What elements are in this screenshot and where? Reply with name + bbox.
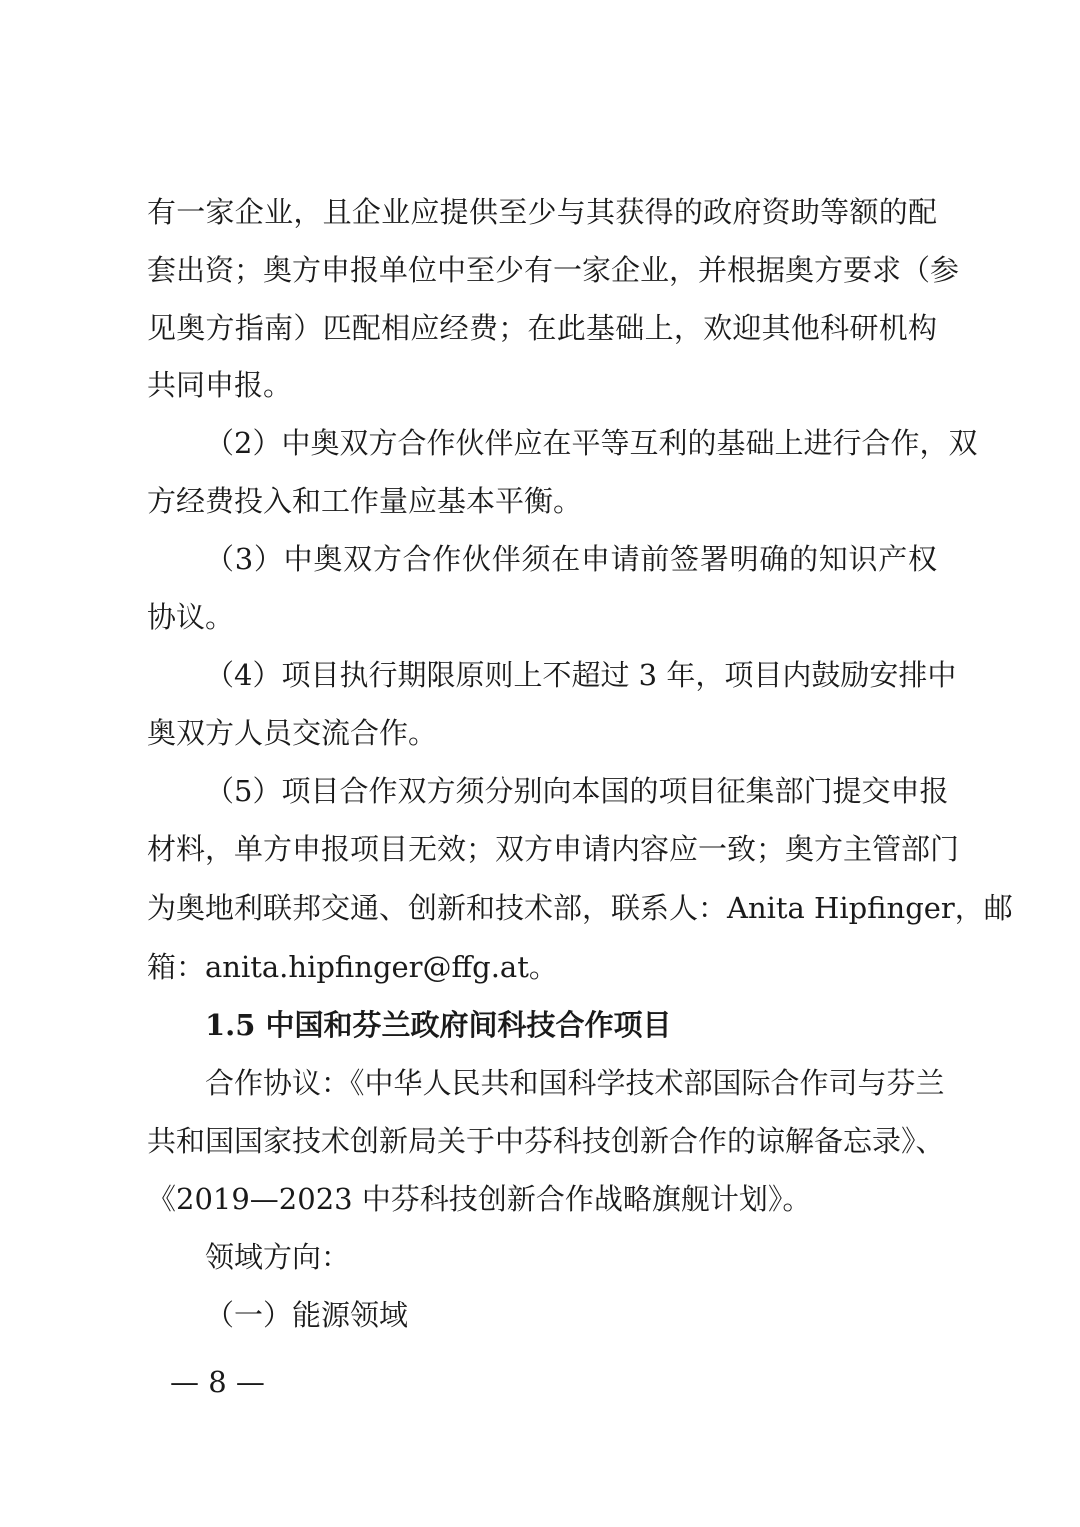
body-text-line: 共同申报。 [147, 368, 293, 402]
body-text-line: 套出资；奥方申报单位中至少有一家企业，并根据奥方要求（参 [147, 253, 960, 287]
list-item-3-line: （3）中奥双方合作伙伴须在申请前签署明确的知识产权 [205, 542, 937, 576]
page-number: — 8 — [170, 1365, 265, 1399]
body-text-line: 共和国国家技术创新局关于中芬科技创新合作的谅解备忘录》、 [147, 1124, 945, 1158]
section-heading: 1.5 中国和芬兰政府间科技合作项目 [205, 1008, 672, 1042]
body-text-line: 材料，单方申报项目无效；双方申请内容应一致；奥方主管部门 [147, 832, 960, 866]
list-item-2-line: （2）中奥双方合作伙伴应在平等互利的基础上进行合作，双 [205, 426, 978, 460]
body-text-line: 协议。 [147, 600, 235, 634]
body-text-line: 方经费投入和工作量应基本平衡。 [147, 484, 583, 518]
body-text-line: 领域方向： [205, 1240, 351, 1274]
body-text-line: 有一家企业，且企业应提供至少与其获得的政府资助等额的配 [147, 195, 937, 229]
list-item-4-line: （4）项目执行期限原则上不超过 3 年，项目内鼓励安排中 [205, 658, 957, 692]
contact-email-line: 箱：anita.hipfinger@ffg.at。 [147, 950, 558, 984]
body-text-line: 合作协议：《中华人民共和国科学技术部国际合作司与芬兰 [205, 1066, 945, 1100]
body-text-line: 《2019—2023 中芬科技创新合作战略旗舰计划》。 [147, 1182, 812, 1216]
list-item-5-line: （5）项目合作双方须分别向本国的项目征集部门提交申报 [205, 774, 949, 808]
body-text-line: 为奥地利联邦交通、创新和技术部，联系人：Anita Hipfinger，邮 [147, 891, 1013, 925]
body-text-line: 见奥方指南）匹配相应经费；在此基础上，欢迎其他科研机构 [147, 311, 937, 345]
body-text-line: 奥双方人员交流合作。 [147, 716, 438, 750]
subsection-heading: （一）能源领域 [205, 1298, 409, 1332]
